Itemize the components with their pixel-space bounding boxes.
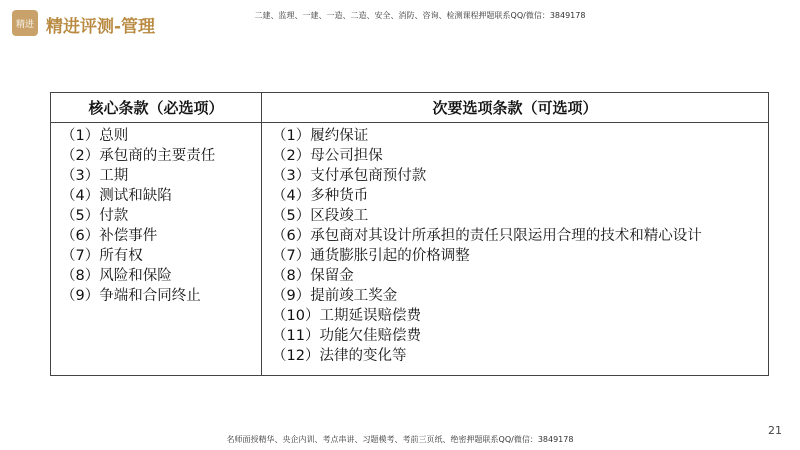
clause-item: （1）履约保证	[272, 128, 369, 144]
clause-item: （5）区段竣工	[272, 208, 369, 224]
brand-logo: 精进	[12, 10, 38, 36]
optional-clauses-list	[272, 126, 768, 366]
clause-item: （8）保留金	[272, 268, 354, 284]
core-clauses-list	[61, 126, 261, 306]
clause-item: （8）风险和保险	[61, 268, 172, 284]
clause-item: （7）通货膨胀引起的价格调整	[272, 248, 470, 264]
clause-item: （9）提前竣工奖金	[272, 288, 398, 304]
clause-item: （3）支付承包商预付款	[272, 168, 427, 184]
clause-item: （6）承包商对其设计所承担的责任只限运用合理的技术和精心设计	[272, 228, 702, 244]
page-number: 21	[768, 424, 782, 437]
clause-item: （9）争端和合同终止	[61, 288, 201, 304]
clause-item: （2）承包商的主要责任	[61, 148, 216, 164]
clause-item: （11）功能欠佳赔偿费	[272, 328, 421, 344]
core-clauses-header: 核心条款（必选项）	[51, 93, 262, 123]
clause-item: （12）法律的变化等	[272, 348, 407, 364]
optional-clauses-cell	[262, 123, 768, 375]
clauses-table	[50, 92, 769, 376]
brand-title: 精进评测-管理	[46, 17, 156, 37]
footer-contact-note: 名师面授精华、央企内训、考点串讲、习题模考、考前三页纸、绝密押题联系QQ/微信：3849178	[226, 435, 574, 444]
clause-item: （7）所有权	[61, 248, 143, 264]
header-contact-note: 二建、监理、一建、一造、二造、安全、消防、咨询、检测课程押题联系QQ/微信：3849178	[254, 11, 586, 20]
clause-item: （5）付款	[61, 208, 129, 224]
core-clauses-cell	[51, 123, 262, 375]
optional-clauses-header: 次要选项条款（可选项）	[262, 93, 768, 123]
clause-item: （6）补偿事件	[61, 228, 158, 244]
clause-item: （2）母公司担保	[272, 148, 383, 164]
clause-item: （3）工期	[61, 168, 129, 184]
clause-item: （4）多种货币	[272, 188, 369, 204]
clause-item: （10）工期延误赔偿费	[272, 308, 421, 324]
clause-item: （1）总则	[61, 128, 129, 144]
clause-item: （4）测试和缺陷	[61, 188, 172, 204]
